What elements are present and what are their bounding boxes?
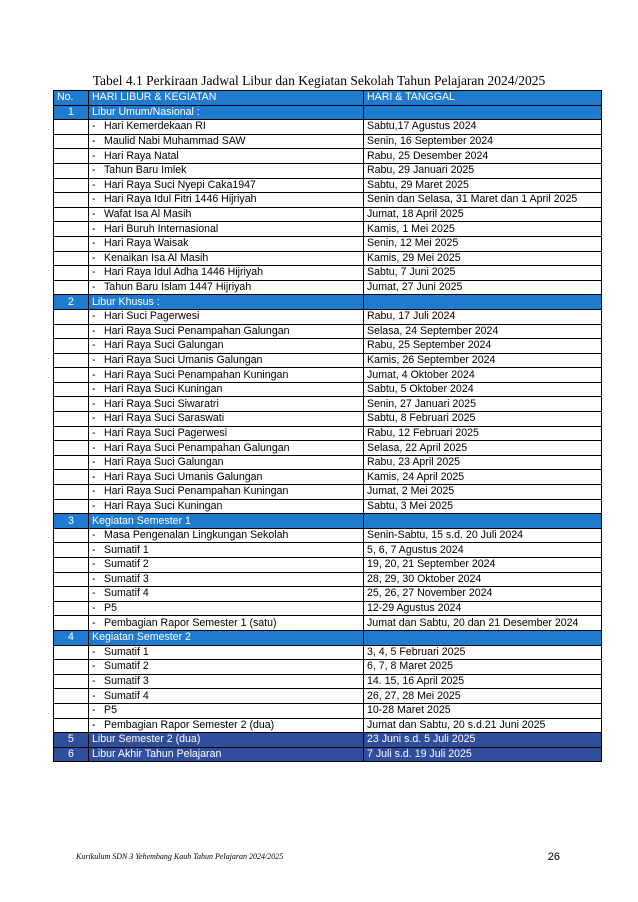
date-cell: 6, 7, 8 Maret 2025 xyxy=(364,660,602,675)
table-row xyxy=(54,134,602,149)
summary-date: 23 Juni s.d. 5 Juli 2025 xyxy=(364,733,602,748)
date-cell: Jumat, 27 Juni 2025 xyxy=(364,280,602,295)
activity-cell xyxy=(89,353,364,368)
date-cell: Rabu, 25 Desember 2024 xyxy=(364,149,602,164)
list-dash: - xyxy=(92,572,96,585)
summary-date: 7 Juli s.d. 19 Juli 2025 xyxy=(364,747,602,762)
list-dash: - xyxy=(92,602,96,615)
activity-cell xyxy=(89,543,364,558)
row-number-cell xyxy=(54,660,89,675)
table-row xyxy=(54,601,602,616)
activity-label: Sumatif 2 xyxy=(104,660,149,673)
row-number-cell xyxy=(54,178,89,193)
activity-label: Hari Raya Waisak xyxy=(104,237,189,250)
table-row xyxy=(54,485,602,500)
table-header-row xyxy=(54,91,602,106)
list-dash: - xyxy=(92,368,96,381)
list-dash: - xyxy=(92,135,96,148)
list-dash: - xyxy=(92,718,96,731)
row-number-cell xyxy=(54,339,89,354)
activity-cell xyxy=(89,587,364,602)
activity-cell xyxy=(89,149,364,164)
row-number-cell xyxy=(54,280,89,295)
activity-cell xyxy=(89,178,364,193)
activity-cell xyxy=(89,616,364,631)
activity-label: P5 xyxy=(104,602,117,615)
date-cell: 5, 6, 7 Agustus 2024 xyxy=(364,543,602,558)
section-row xyxy=(54,514,602,529)
row-number-cell xyxy=(54,558,89,573)
activity-cell xyxy=(89,470,364,485)
list-dash: - xyxy=(92,237,96,250)
page-number: 26 xyxy=(547,851,560,863)
row-number-cell xyxy=(54,353,89,368)
date-cell: Rabu, 25 September 2024 xyxy=(364,339,602,354)
activity-label: Pembagian Rapor Semester 1 (satu) xyxy=(104,616,277,629)
activity-label: Hari Kemerdekaan RI xyxy=(104,120,206,133)
summary-activity: Libur Akhir Tahun Pelajaran xyxy=(89,747,364,762)
section-title: Kegiatan Semester 2 xyxy=(89,630,364,645)
list-dash: - xyxy=(92,222,96,235)
activity-label: P5 xyxy=(104,704,117,717)
date-cell: Jumat, 4 Oktober 2024 xyxy=(364,368,602,383)
row-number-cell xyxy=(54,455,89,470)
list-dash: - xyxy=(92,529,96,542)
activity-label: Pembagian Rapor Semester 2 (dua) xyxy=(104,718,275,731)
table-row xyxy=(54,207,602,222)
activity-label: Maulid Nabi Muhammad SAW xyxy=(104,135,246,148)
row-number-cell xyxy=(54,222,89,237)
list-dash: - xyxy=(92,310,96,323)
table-row xyxy=(54,528,602,543)
row-number-cell xyxy=(54,543,89,558)
row-number-cell xyxy=(54,587,89,602)
date-cell: Rabu, 23 April 2025 xyxy=(364,455,602,470)
activity-label: Hari Raya Suci Galungan xyxy=(104,456,224,469)
date-cell: Senin, 16 September 2024 xyxy=(364,134,602,149)
row-number-cell xyxy=(54,309,89,324)
row-number-cell xyxy=(54,324,89,339)
list-dash: - xyxy=(92,251,96,264)
list-dash: - xyxy=(92,281,96,294)
activity-cell xyxy=(89,572,364,587)
table-row xyxy=(54,382,602,397)
list-dash: - xyxy=(92,441,96,454)
table-row xyxy=(54,616,602,631)
table-row xyxy=(54,558,602,573)
section-row xyxy=(54,295,602,310)
table-row xyxy=(54,455,602,470)
activity-label: Hari Raya Suci Penampahan Galungan xyxy=(104,324,290,337)
activity-cell xyxy=(89,426,364,441)
activity-cell xyxy=(89,645,364,660)
list-dash: - xyxy=(92,149,96,162)
table-row xyxy=(54,280,602,295)
table-row xyxy=(54,222,602,237)
list-dash: - xyxy=(92,616,96,629)
list-dash: - xyxy=(92,660,96,673)
activity-label: Hari Raya Suci Penampahan Kuningan xyxy=(104,368,289,381)
row-number-cell xyxy=(54,703,89,718)
date-cell: Jumat, 2 Mei 2025 xyxy=(364,485,602,500)
date-cell: Sabtu, 8 Februari 2025 xyxy=(364,412,602,427)
row-number-cell xyxy=(54,193,89,208)
activity-label: Hari Raya Idul Adha 1446 Hijriyah xyxy=(104,266,263,279)
activity-cell xyxy=(89,441,364,456)
activity-label: Hari Suci Pagerwesi xyxy=(104,310,200,323)
header-activity: HARI LIBUR & KEGIATAN xyxy=(89,91,364,106)
activity-label: Sumatif 3 xyxy=(104,572,149,585)
summary-activity: Libur Semester 2 (dua) xyxy=(89,733,364,748)
row-number-cell xyxy=(54,163,89,178)
date-cell: Sabtu, 5 Oktober 2024 xyxy=(364,382,602,397)
activity-label: Sumatif 1 xyxy=(104,645,149,658)
date-cell: Kamis, 1 Mei 2025 xyxy=(364,222,602,237)
table-row xyxy=(54,193,602,208)
row-number-cell xyxy=(54,528,89,543)
activity-cell xyxy=(89,499,364,514)
date-cell: Rabu, 12 Februari 2025 xyxy=(364,426,602,441)
date-cell: 25, 26, 27 November 2024 xyxy=(364,587,602,602)
activity-label: Tahun Baru Islam 1447 Hijriyah xyxy=(104,281,252,294)
date-cell: Rabu, 17 Juli 2024 xyxy=(364,309,602,324)
table-row xyxy=(54,718,602,733)
activity-cell xyxy=(89,193,364,208)
table-row xyxy=(54,149,602,164)
date-cell: Sabtu, 7 Juni 2025 xyxy=(364,266,602,281)
table-row xyxy=(54,441,602,456)
activity-cell xyxy=(89,412,364,427)
list-dash: - xyxy=(92,324,96,337)
table-row xyxy=(54,251,602,266)
row-number-cell xyxy=(54,572,89,587)
date-cell: 12-29 Agustus 2024 xyxy=(364,601,602,616)
table-caption: Tabel 4.1 Perkiraan Jadwal Libur dan Kegiatan Sekolah Tahun Pelajaran 2024/2025 xyxy=(92,73,546,88)
table-row xyxy=(54,660,602,675)
activity-cell xyxy=(89,558,364,573)
activity-label: Hari Raya Suci Saraswati xyxy=(104,412,225,425)
section-title: Libur Khusus : xyxy=(89,295,364,310)
activity-cell xyxy=(89,120,364,135)
row-number-cell xyxy=(54,382,89,397)
list-dash: - xyxy=(92,383,96,396)
summary-row xyxy=(54,747,602,762)
list-dash: - xyxy=(92,266,96,279)
date-cell: 26, 27, 28 Mei 2025 xyxy=(364,689,602,704)
list-dash: - xyxy=(92,645,96,658)
activity-cell xyxy=(89,397,364,412)
section-empty-cell xyxy=(364,295,602,310)
date-cell: 14. 15, 16 April 2025 xyxy=(364,674,602,689)
activity-cell xyxy=(89,163,364,178)
activity-cell xyxy=(89,718,364,733)
date-cell: 28, 29, 30 Oktober 2024 xyxy=(364,572,602,587)
activity-label: Hari Buruh Internasional xyxy=(104,222,219,235)
list-dash: - xyxy=(92,339,96,352)
table-row xyxy=(54,572,602,587)
list-dash: - xyxy=(92,208,96,221)
activity-cell xyxy=(89,339,364,354)
row-number-cell xyxy=(54,120,89,135)
date-cell: 10-28 Maret 2025 xyxy=(364,703,602,718)
row-number-cell xyxy=(54,149,89,164)
date-cell: 19, 20, 21 September 2024 xyxy=(364,558,602,573)
section-number: 4 xyxy=(54,630,89,645)
list-dash: - xyxy=(92,193,96,206)
date-cell: Senin, 12 Mei 2025 xyxy=(364,236,602,251)
row-number-cell xyxy=(54,412,89,427)
row-number-cell xyxy=(54,236,89,251)
table-row xyxy=(54,499,602,514)
date-cell: Senin, 27 Januari 2025 xyxy=(364,397,602,412)
section-number: 1 xyxy=(54,105,89,120)
activity-cell xyxy=(89,455,364,470)
row-number-cell xyxy=(54,368,89,383)
activity-cell xyxy=(89,207,364,222)
date-cell: Sabtu,17 Agustus 2024 xyxy=(364,120,602,135)
activity-cell xyxy=(89,222,364,237)
table-row xyxy=(54,645,602,660)
activity-cell xyxy=(89,266,364,281)
activity-label: Sumatif 3 xyxy=(104,675,149,688)
date-cell: Sabtu, 3 Mei 2025 xyxy=(364,499,602,514)
activity-cell xyxy=(89,324,364,339)
list-dash: - xyxy=(92,456,96,469)
activity-label: Sumatif 1 xyxy=(104,543,149,556)
row-number-cell xyxy=(54,251,89,266)
activity-cell xyxy=(89,251,364,266)
date-cell: Selasa, 22 April 2025 xyxy=(364,441,602,456)
table-row xyxy=(54,163,602,178)
date-cell: Jumat dan Sabtu, 20 s.d.21 Juni 2025 xyxy=(364,718,602,733)
row-number-cell xyxy=(54,601,89,616)
date-cell: Selasa, 24 September 2024 xyxy=(364,324,602,339)
table-row xyxy=(54,412,602,427)
activity-cell xyxy=(89,689,364,704)
list-dash: - xyxy=(92,587,96,600)
date-cell: Rabu, 29 Januari 2025 xyxy=(364,163,602,178)
section-title: Libur Umum/Nasional : xyxy=(89,105,364,120)
activity-cell xyxy=(89,382,364,397)
date-cell: Kamis, 29 Mei 2025 xyxy=(364,251,602,266)
activity-cell xyxy=(89,528,364,543)
date-cell: Jumat, 18 April 2025 xyxy=(364,207,602,222)
date-cell: Kamis, 24 April 2025 xyxy=(364,470,602,485)
table-row xyxy=(54,470,602,485)
section-number: 2 xyxy=(54,295,89,310)
section-row xyxy=(54,105,602,120)
activity-label: Hari Raya Suci Siwaratri xyxy=(104,397,219,410)
activity-label: Masa Pengenalan Lingkungan Sekolah xyxy=(104,529,289,542)
table-row xyxy=(54,266,602,281)
list-dash: - xyxy=(92,412,96,425)
activity-label: Wafat Isa Al Masih xyxy=(104,208,192,221)
section-number: 3 xyxy=(54,514,89,529)
list-dash: - xyxy=(92,704,96,717)
table-row xyxy=(54,426,602,441)
table-row xyxy=(54,703,602,718)
summary-number: 6 xyxy=(54,747,89,762)
activity-cell xyxy=(89,660,364,675)
activity-cell xyxy=(89,236,364,251)
date-cell: Jumat dan Sabtu, 20 dan 21 Desember 2024 xyxy=(364,616,602,631)
table-row xyxy=(54,324,602,339)
section-empty-cell xyxy=(364,105,602,120)
list-dash: - xyxy=(92,558,96,571)
summary-number: 5 xyxy=(54,733,89,748)
list-dash: - xyxy=(92,164,96,177)
row-number-cell xyxy=(54,266,89,281)
activity-cell xyxy=(89,601,364,616)
list-dash: - xyxy=(92,397,96,410)
list-dash: - xyxy=(92,426,96,439)
date-cell: Kamis, 26 September 2024 xyxy=(364,353,602,368)
footer-text: Kurikulum SDN 3 Yehembang Kauh Tahun Pelajaran 2024/2025 xyxy=(76,852,284,861)
row-number-cell xyxy=(54,718,89,733)
table-row xyxy=(54,339,602,354)
date-cell: Senin dan Selasa, 31 Maret dan 1 April 2025 xyxy=(364,193,602,208)
section-empty-cell xyxy=(364,514,602,529)
table-row xyxy=(54,674,602,689)
row-number-cell xyxy=(54,674,89,689)
list-dash: - xyxy=(92,675,96,688)
activity-label: Hari Raya Suci Kuningan xyxy=(104,383,223,396)
activity-label: Tahun Baru Imlek xyxy=(104,164,187,177)
section-title: Kegiatan Semester 1 xyxy=(89,514,364,529)
row-number-cell xyxy=(54,689,89,704)
activity-label: Hari Raya Suci Penampahan Galungan xyxy=(104,441,290,454)
row-number-cell xyxy=(54,499,89,514)
header-no: No. xyxy=(54,91,89,106)
list-dash: - xyxy=(92,499,96,512)
schedule-table xyxy=(53,90,602,762)
header-date: HARI & TANGGAL xyxy=(364,91,602,106)
activity-cell xyxy=(89,674,364,689)
table-row xyxy=(54,353,602,368)
row-number-cell xyxy=(54,485,89,500)
activity-label: Kenaikan Isa Al Masih xyxy=(104,251,209,264)
activity-cell xyxy=(89,280,364,295)
list-dash: - xyxy=(92,689,96,702)
activity-cell xyxy=(89,368,364,383)
row-number-cell xyxy=(54,397,89,412)
list-dash: - xyxy=(92,120,96,133)
activity-label: Hari Raya Suci Pagerwesi xyxy=(104,426,228,439)
list-dash: - xyxy=(92,485,96,498)
row-number-cell xyxy=(54,134,89,149)
date-cell: 3, 4, 5 Februari 2025 xyxy=(364,645,602,660)
list-dash: - xyxy=(92,178,96,191)
row-number-cell xyxy=(54,441,89,456)
activity-cell xyxy=(89,485,364,500)
row-number-cell xyxy=(54,645,89,660)
activity-label: Sumatif 4 xyxy=(104,689,149,702)
activity-label: Hari Raya Suci Umanis Galungan xyxy=(104,353,263,366)
table-row xyxy=(54,587,602,602)
table-row xyxy=(54,120,602,135)
activity-label: Hari Raya Suci Nyepi Caka1947 xyxy=(104,178,256,191)
summary-row xyxy=(54,733,602,748)
table-row xyxy=(54,236,602,251)
activity-label: Hari Raya Suci Umanis Galungan xyxy=(104,470,263,483)
activity-label: Hari Raya Suci Penampahan Kuningan xyxy=(104,485,289,498)
activity-cell xyxy=(89,703,364,718)
list-dash: - xyxy=(92,470,96,483)
table-row xyxy=(54,368,602,383)
date-cell: Senin-Sabtu, 15 s.d. 20 Juli 2024 xyxy=(364,528,602,543)
row-number-cell xyxy=(54,207,89,222)
activity-label: Hari Raya Suci Galungan xyxy=(104,339,224,352)
table-row xyxy=(54,689,602,704)
row-number-cell xyxy=(54,616,89,631)
activity-label: Sumatif 4 xyxy=(104,587,149,600)
list-dash: - xyxy=(92,353,96,366)
activity-label: Hari Raya Suci Kuningan xyxy=(104,499,223,512)
table-row xyxy=(54,309,602,324)
activity-label: Sumatif 2 xyxy=(104,558,149,571)
table-row xyxy=(54,397,602,412)
row-number-cell xyxy=(54,470,89,485)
activity-label: Hari Raya Idul Fitri 1446 Hijriyah xyxy=(104,193,257,206)
table-row xyxy=(54,178,602,193)
activity-cell xyxy=(89,309,364,324)
activity-cell xyxy=(89,134,364,149)
activity-label: Hari Raya Natal xyxy=(104,149,179,162)
row-number-cell xyxy=(54,426,89,441)
list-dash: - xyxy=(92,543,96,556)
section-empty-cell xyxy=(364,630,602,645)
date-cell: Sabtu, 29 Maret 2025 xyxy=(364,178,602,193)
section-row xyxy=(54,630,602,645)
table-row xyxy=(54,543,602,558)
